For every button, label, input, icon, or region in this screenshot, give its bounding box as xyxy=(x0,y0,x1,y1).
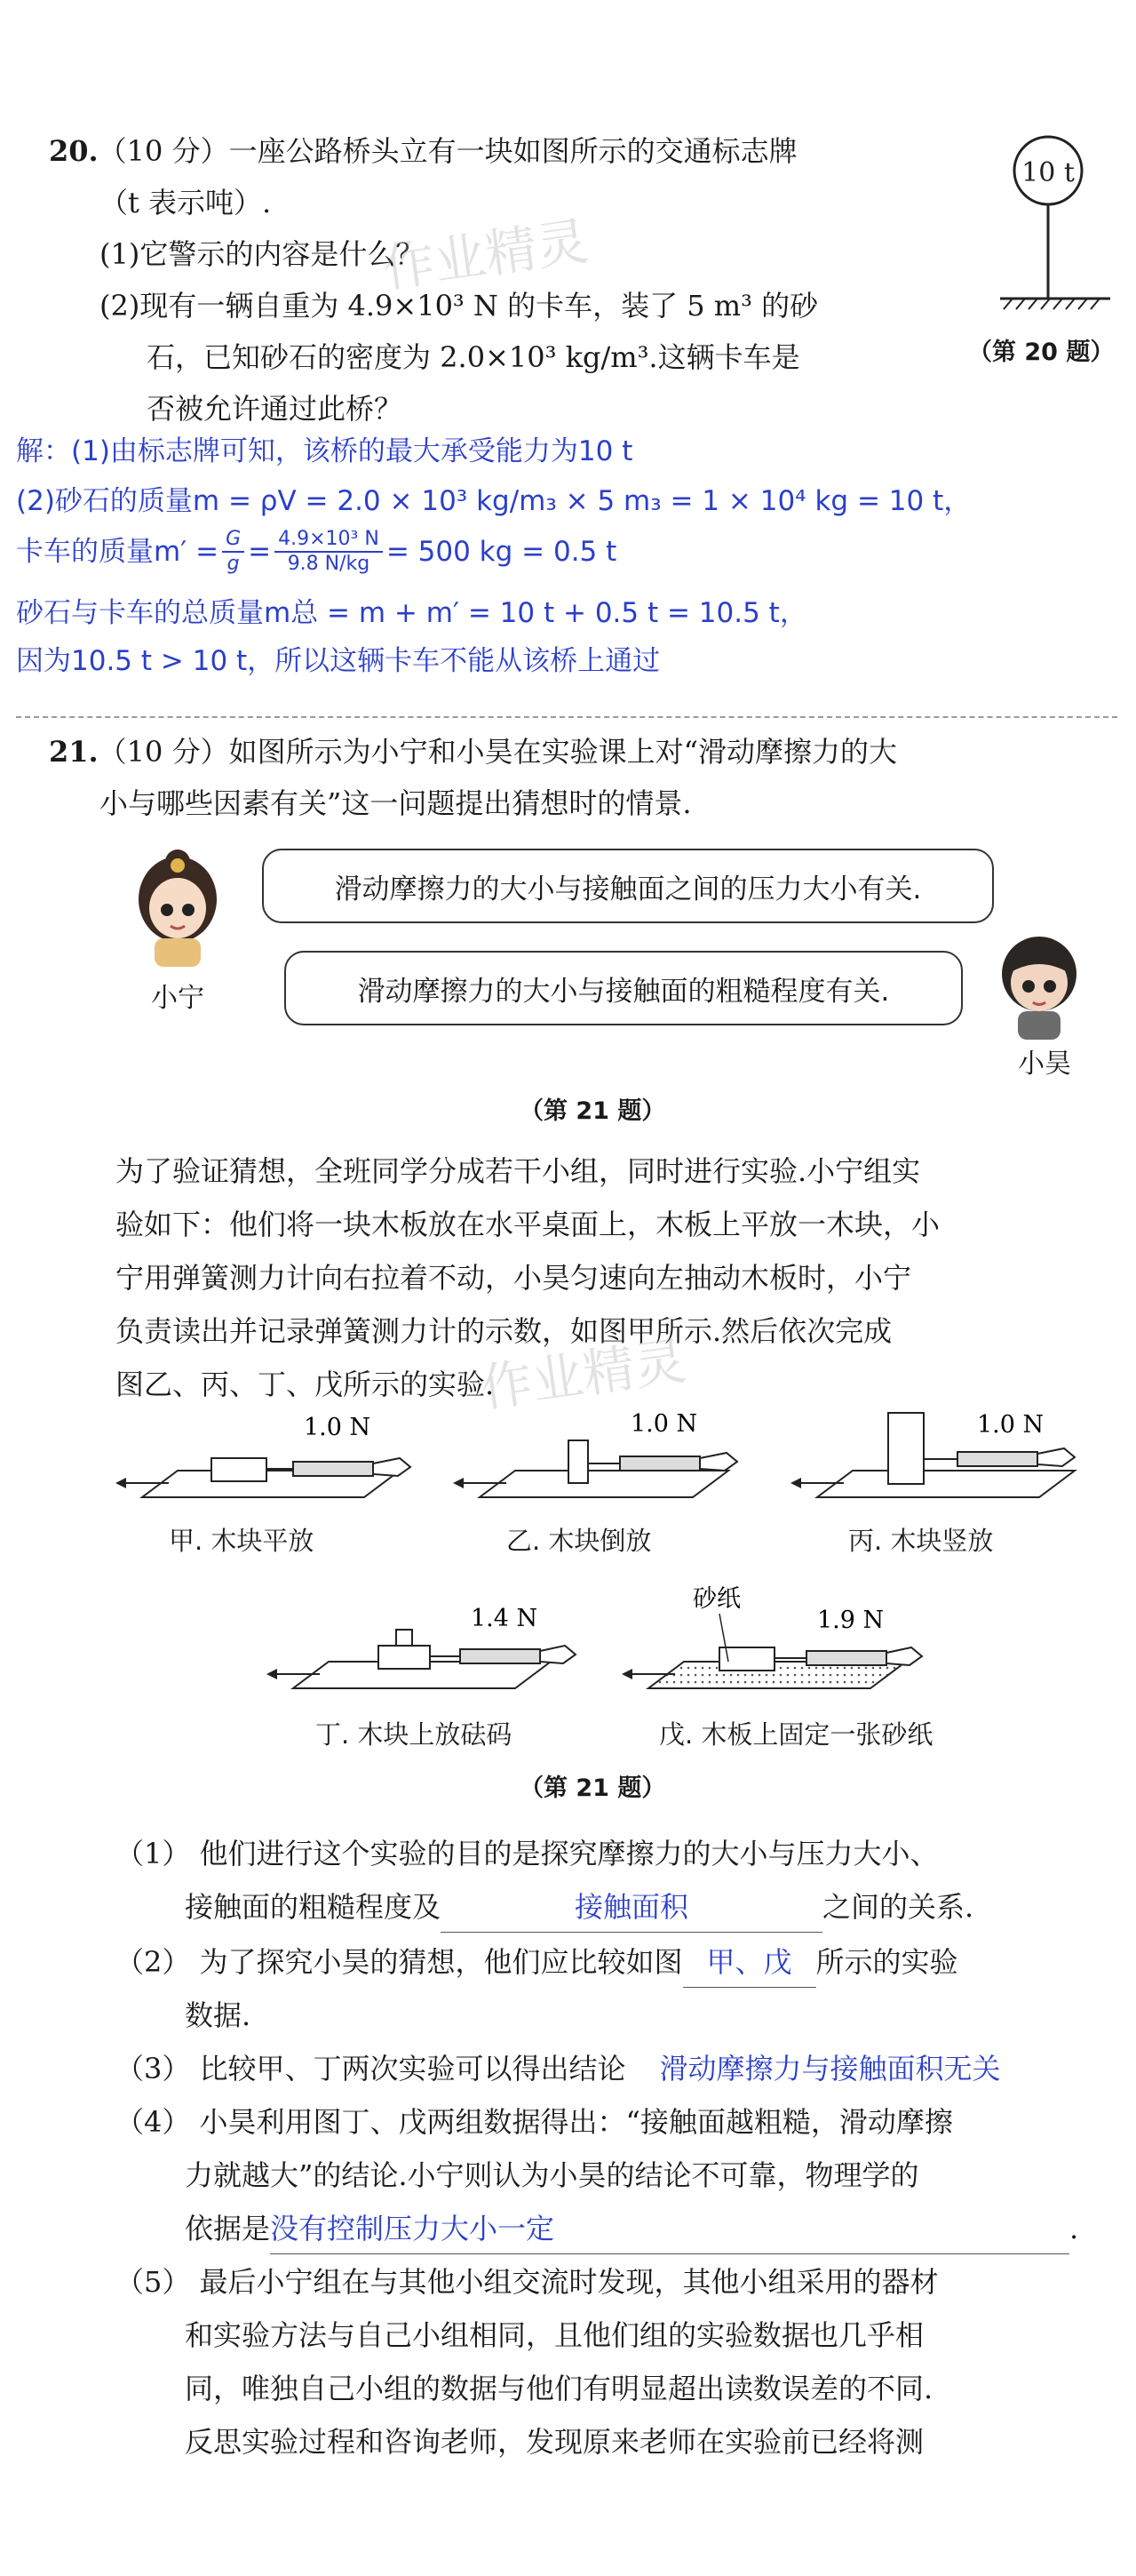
frac1-den: g xyxy=(226,553,240,575)
q20-answer-eq: = xyxy=(248,536,272,568)
q20-points: （10 分） xyxy=(98,134,229,168)
fig21-caption-1: （第 21 题） xyxy=(520,1097,666,1125)
sub3-text: （3） 比较甲、丁两次实验可以得出结论 xyxy=(115,2052,626,2086)
sub5-line1: （5） 最后小宁组在与其他小组交流时发现，其他小组采用的器材 xyxy=(115,2265,939,2299)
experiment-wu xyxy=(622,1573,941,1706)
section-divider xyxy=(16,716,1117,718)
xiaohao-avatar xyxy=(986,924,1092,1040)
sub3-line1 xyxy=(115,2044,1035,2093)
frac1-num: G xyxy=(222,528,244,553)
q20-answer-line4: 砂石与卡车的总质量m总 = m + m′ = 10 t + 0.5 t = 10.5 t， xyxy=(16,597,807,629)
sub1-line2 xyxy=(185,1882,973,1933)
sign-text: 10 t xyxy=(1021,157,1075,188)
name-xiaoning: 小宁 xyxy=(151,983,204,1014)
q21-text1: 如图所示为小宁和小昊在实验课上对“滑动摩擦力的大 xyxy=(228,735,897,769)
q20-text1: 一座公路桥头立有一块如图所示的交通标志牌 xyxy=(228,134,798,168)
fraction-g-over-g xyxy=(222,528,244,576)
q20-answer-line5: 因为10.5 t > 10 t，所以这辆卡车不能从该桥上通过 xyxy=(16,645,661,677)
experiment-jia xyxy=(115,1408,426,1515)
experiment-bing xyxy=(790,1395,1101,1515)
caption-wu: 戊. 木板上固定一张砂纸 xyxy=(659,1719,933,1750)
reading-wu: 1.9 N xyxy=(817,1607,885,1634)
label-sandpaper: 砂纸 xyxy=(693,1585,741,1613)
caption-jia: 甲. 木块平放 xyxy=(169,1526,314,1556)
sub1-text: 接触面的粗糙程度及 xyxy=(185,1890,441,1924)
q21-points: （10 分） xyxy=(98,735,229,769)
q20-answer-line3 xyxy=(16,528,616,576)
caption-bing: 丙. 木块竖放 xyxy=(848,1526,994,1556)
speech-bubble-xiaoning: 滑动摩擦力的大小与接触面之间的压力大小有关. xyxy=(262,849,994,923)
experiment-yi xyxy=(453,1408,755,1515)
q21-line2: 小与哪些因素有关”这一问题提出猜想时的情景. xyxy=(99,786,692,820)
q21-para-line3: 宁用弹簧测力计向右拉着不动，小昊匀速向左抽动木板时，小宁 xyxy=(115,1261,912,1295)
caption-yi: 乙. 木块倒放 xyxy=(506,1526,652,1556)
q21-para-line2: 验如下：他们将一块木板放在水平桌面上，木板上平放一木块，小 xyxy=(115,1208,941,1241)
sub4-line1: （4） 小昊利用图丁、戊两组数据得出：“接触面越粗糙，滑动摩擦 xyxy=(115,2105,953,2139)
q20-line4: (2)现有一辆自重为 4.9×10³ N 的卡车，装了 5 m³ 的砂 xyxy=(99,289,819,323)
q21-number: 21. xyxy=(49,735,99,769)
q21-para-line5: 图乙、丙、丁、戊所示的实验. xyxy=(115,1368,495,1401)
q20-answer-line1: 解：(1)由标志牌可知，该桥的最大承受能力为10 t xyxy=(16,435,633,467)
q21-line1 xyxy=(49,727,897,777)
q20-line2: （t 表示吨）. xyxy=(99,186,272,219)
watermark: 作业精灵 xyxy=(379,211,592,299)
q20-line3: (1)它警示的内容是什么？ xyxy=(99,237,425,271)
sub4-text: 依据是 xyxy=(185,2212,271,2245)
sub2-tail: 所示的实验 xyxy=(815,1945,958,1979)
reading-yi: 1.0 N xyxy=(631,1410,698,1438)
watermark: 作业精灵 xyxy=(477,1330,690,1419)
sub4-line3 xyxy=(185,2204,1078,2254)
sub2-text: （2） 为了探究小昊的猜想，他们应比较如图 xyxy=(115,1945,683,1979)
sub1-line1: （1） 他们进行这个实验的目的是探究摩擦力的大小与压力大小、 xyxy=(115,1837,939,1870)
fig21-caption-2: （第 21 题） xyxy=(520,1774,666,1802)
sub5-line4: 反思实验过程和咨询老师，发现原来老师在实验前已经将测 xyxy=(185,2425,925,2459)
frac2-den: 9.8 N/kg xyxy=(287,553,370,575)
sub4-answer-blank: 没有控制压力大小一定 xyxy=(270,2204,1069,2254)
sub1-tail: 之间的关系. xyxy=(822,1890,974,1924)
reading-jia: 1.0 N xyxy=(304,1414,371,1441)
speech-bubble-xiaohao: 滑动摩擦力的大小与接触面的粗糙程度有关. xyxy=(284,951,963,1025)
sub2-line2: 数据. xyxy=(185,1998,251,2032)
sub2-line1 xyxy=(115,1937,958,1988)
sub4-line2: 力就越大”的结论.小宁则认为小昊的结论不可靠，物理学的 xyxy=(185,2158,919,2192)
reading-bing: 1.0 N xyxy=(977,1411,1045,1439)
sub5-line2: 和实验方法与自己小组相同，且他们组的实验数据也几乎相 xyxy=(185,2318,925,2352)
sub5-line3: 同，唯独自己小组的数据与他们有明显超出读数误差的不同. xyxy=(185,2372,933,2405)
q20-answer-line2: (2)砂石的质量m = ρV = 2.0 × 10³ kg/m₃ × 5 m₃ = 1 × 10⁴ kg = 10 t， xyxy=(16,485,972,517)
sub4-tail: . xyxy=(1069,2212,1079,2245)
reading-ding: 1.4 N xyxy=(471,1605,538,1632)
experiment-ding xyxy=(266,1591,586,1706)
xiaoning-avatar xyxy=(124,842,231,967)
caption-ding: 丁. 木块上放砝码 xyxy=(315,1719,512,1750)
q20-answer-l3a: 卡车的质量m′ = xyxy=(16,536,219,568)
q20-number: 20. xyxy=(49,134,99,168)
sub2-answer-blank: 甲、戊 xyxy=(683,1937,816,1988)
q20-answer-l3b: = 500 kg = 0.5 t xyxy=(385,536,617,568)
fraction-weight-over-g xyxy=(274,528,383,576)
name-xiaohao: 小昊 xyxy=(1018,1049,1071,1080)
q20-line5: 石，已知砂石的密度为 2.0×10³ kg/m³.这辆卡车是 xyxy=(147,340,800,374)
q21-para-line4: 负责读出并记录弹簧测力计的示数，如图甲所示.然后依次完成 xyxy=(115,1314,893,1348)
sub1-answer-blank: 接触面积 xyxy=(441,1882,822,1933)
q21-para-line1: 为了验证猜想，全班同学分成若干小组，同时进行实验.小宁组实 xyxy=(115,1154,921,1188)
frac2-num: 4.9×10³ N xyxy=(274,528,383,553)
traffic-sign-figure xyxy=(993,132,1117,329)
sub3-answer-blank: 滑动摩擦力与接触面积无关 xyxy=(659,2052,1001,2086)
fig20-caption: （第 20 题） xyxy=(968,339,1115,366)
q20-line6: 否被允许通过此桥？ xyxy=(147,392,403,426)
q20-line1 xyxy=(49,126,798,176)
